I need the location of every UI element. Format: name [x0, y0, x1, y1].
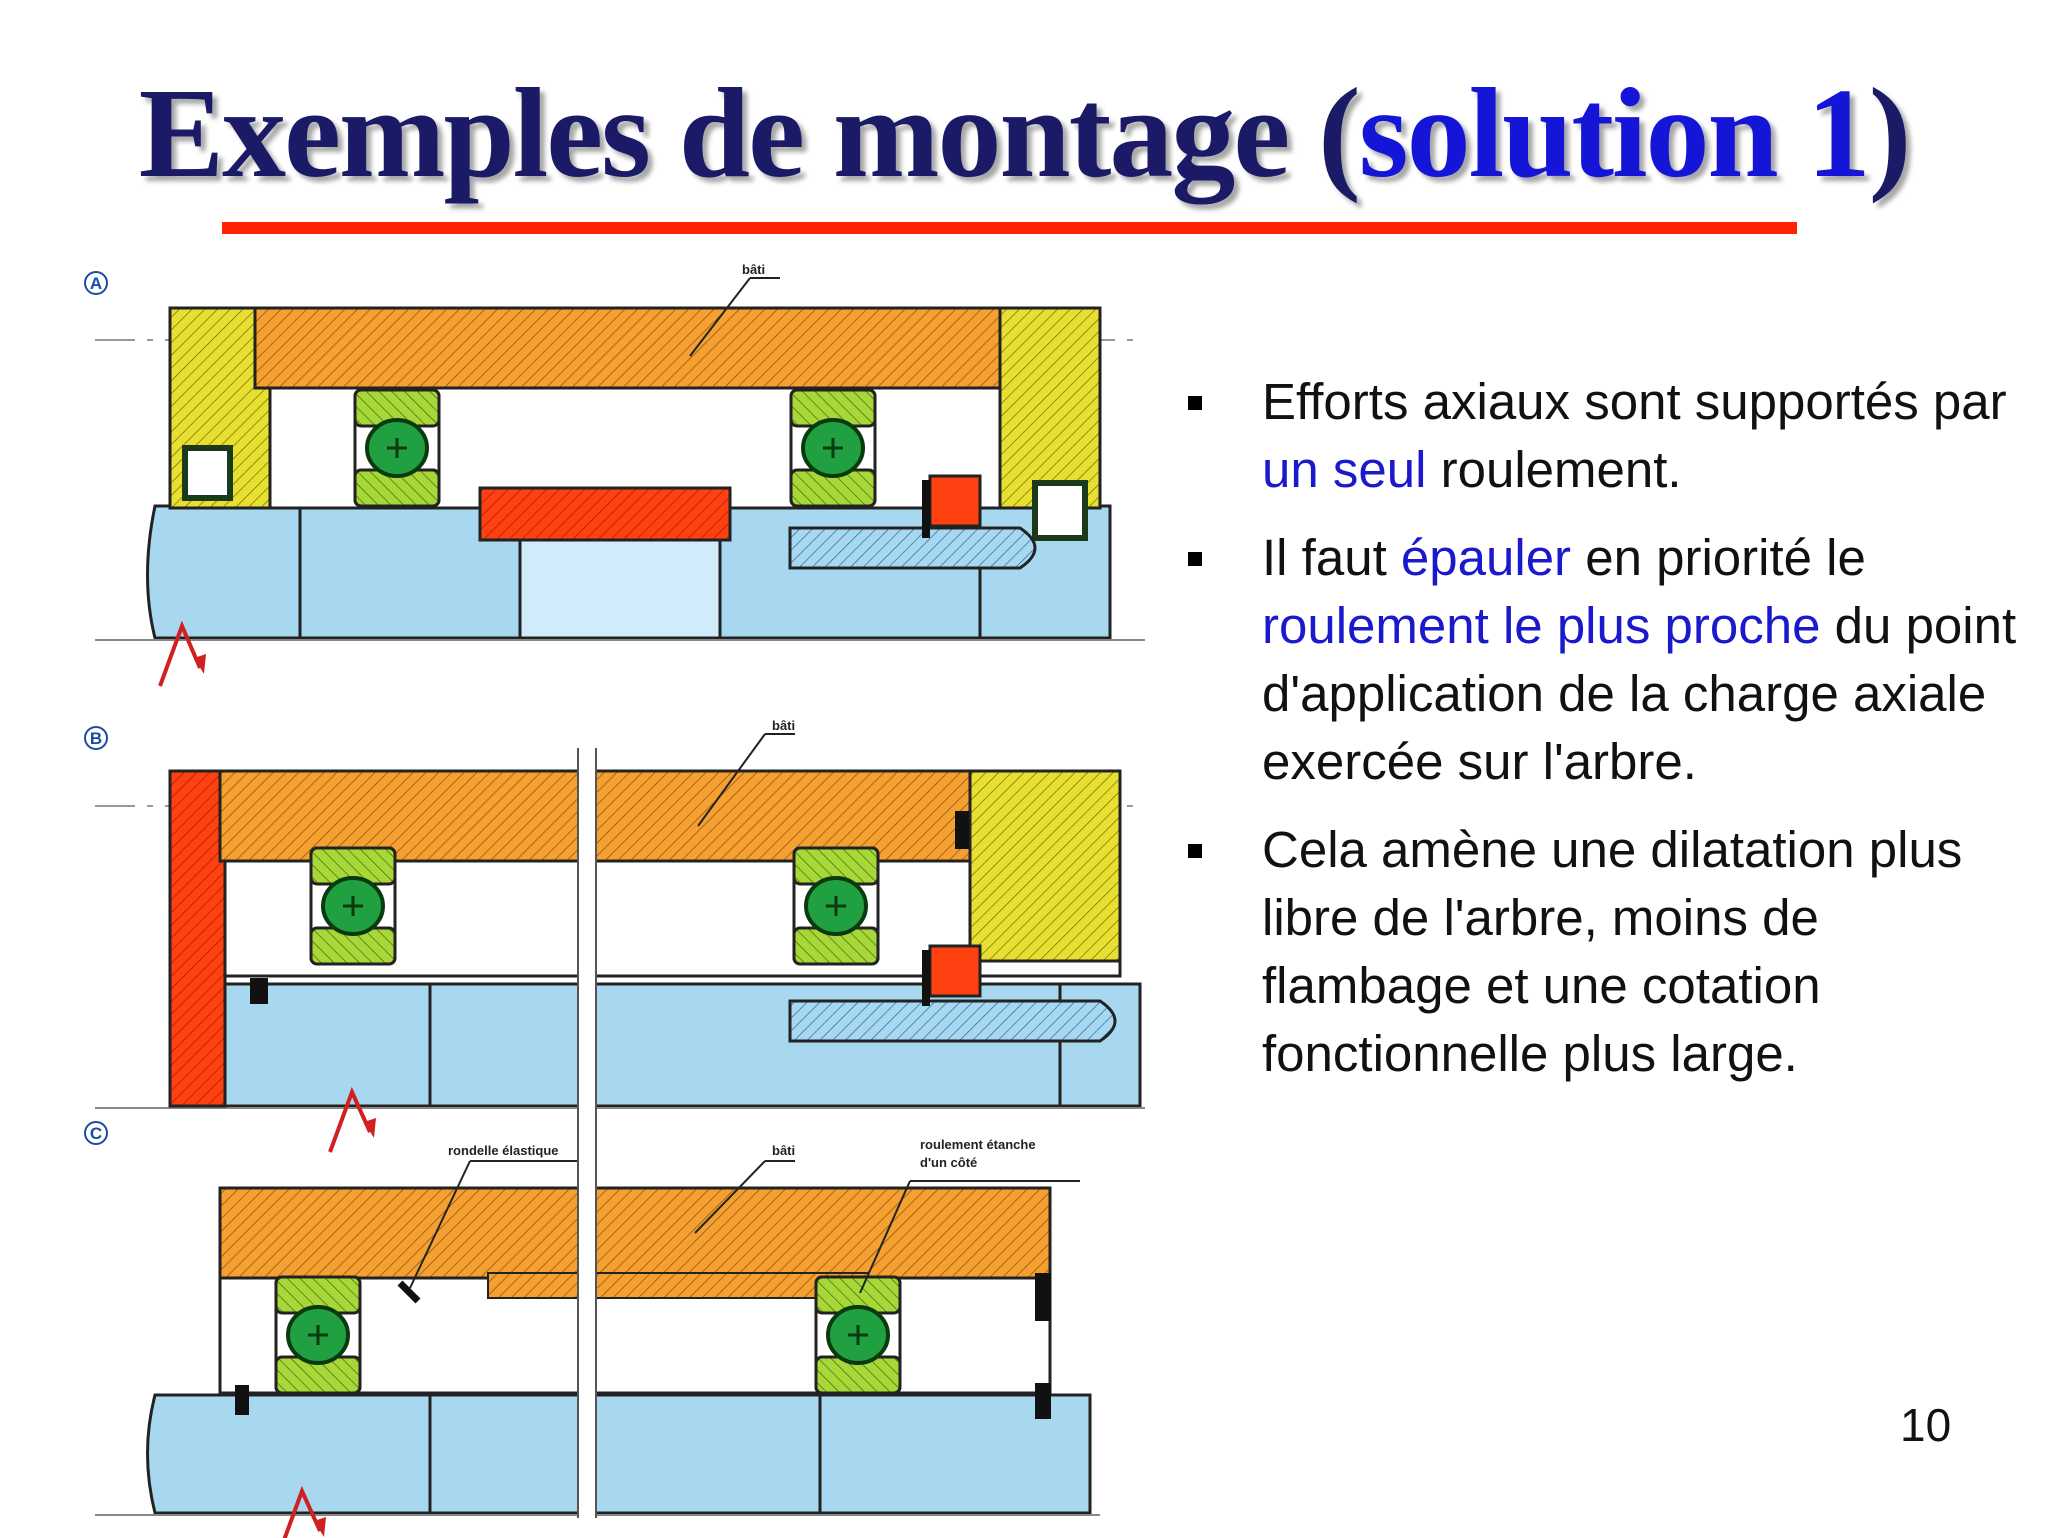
title-accent: solution 1 — [1358, 62, 1869, 204]
figure-a-label-bati: bâti — [742, 262, 766, 277]
bullet-2 — [1180, 524, 2020, 796]
bullet-marker — [1188, 844, 1202, 858]
figure-c-badge: C — [89, 1124, 103, 1143]
bullet-1-highlight-1: un seul — [1262, 441, 1427, 498]
bullet-1 — [1180, 368, 2020, 504]
figure-a-housing — [255, 308, 1000, 388]
mounting-drawings-svg — [89, 248, 1180, 1528]
bullet-2-text-3: du point d'application de la charge axiale exercée sur l'arbre. — [1262, 597, 2017, 790]
figure-a — [85, 262, 1145, 686]
bullet-2-highlight-2: roulement le plus proche — [1262, 597, 1821, 654]
figure-a-badge: A — [89, 274, 103, 293]
slide-title — [0, 60, 2048, 207]
bullet-3 — [1180, 816, 2020, 1088]
figure-c-label-rondelle: rondelle élastique — [448, 1143, 559, 1158]
bullet-2-text-2: en priorité le — [1571, 529, 1866, 586]
title-underline — [222, 222, 1797, 234]
bullet-1-text-2: roulement. — [1426, 441, 1682, 498]
figure-c-label-bati: bâti — [772, 1143, 796, 1158]
figure-c-shaft — [148, 1395, 1091, 1513]
bullet-marker — [1188, 552, 1202, 566]
figure-b-label-bati: bâti — [772, 718, 796, 733]
bullet-marker — [1188, 396, 1202, 410]
figure-b-badge: B — [89, 729, 103, 748]
figure-b — [85, 718, 1145, 1152]
bullet-2-highlight-1: épauler — [1400, 529, 1572, 586]
figure-c-label-cote: d'un côté — [920, 1155, 978, 1170]
figure-c-label-roulement: roulement étanche — [920, 1137, 1036, 1152]
bullet-2-text-1: Il faut — [1262, 529, 1401, 586]
bullet-1-text-1: Efforts axiaux sont supportés par — [1262, 373, 2007, 430]
mounting-drawings — [89, 248, 1180, 1528]
figure-c-housing — [220, 1188, 1050, 1278]
bullet-list — [1180, 368, 2020, 1108]
page-number: 10 — [1900, 1399, 1952, 1451]
bullet-3-text-1: Cela amène une dilatation plus libre de l'arbre, moins de flambage et une cotation fonctionnelle plus large. — [1262, 821, 1963, 1082]
title-main: Exemples de montage ( — [138, 62, 1359, 204]
title-end: ) — [1868, 62, 1910, 204]
